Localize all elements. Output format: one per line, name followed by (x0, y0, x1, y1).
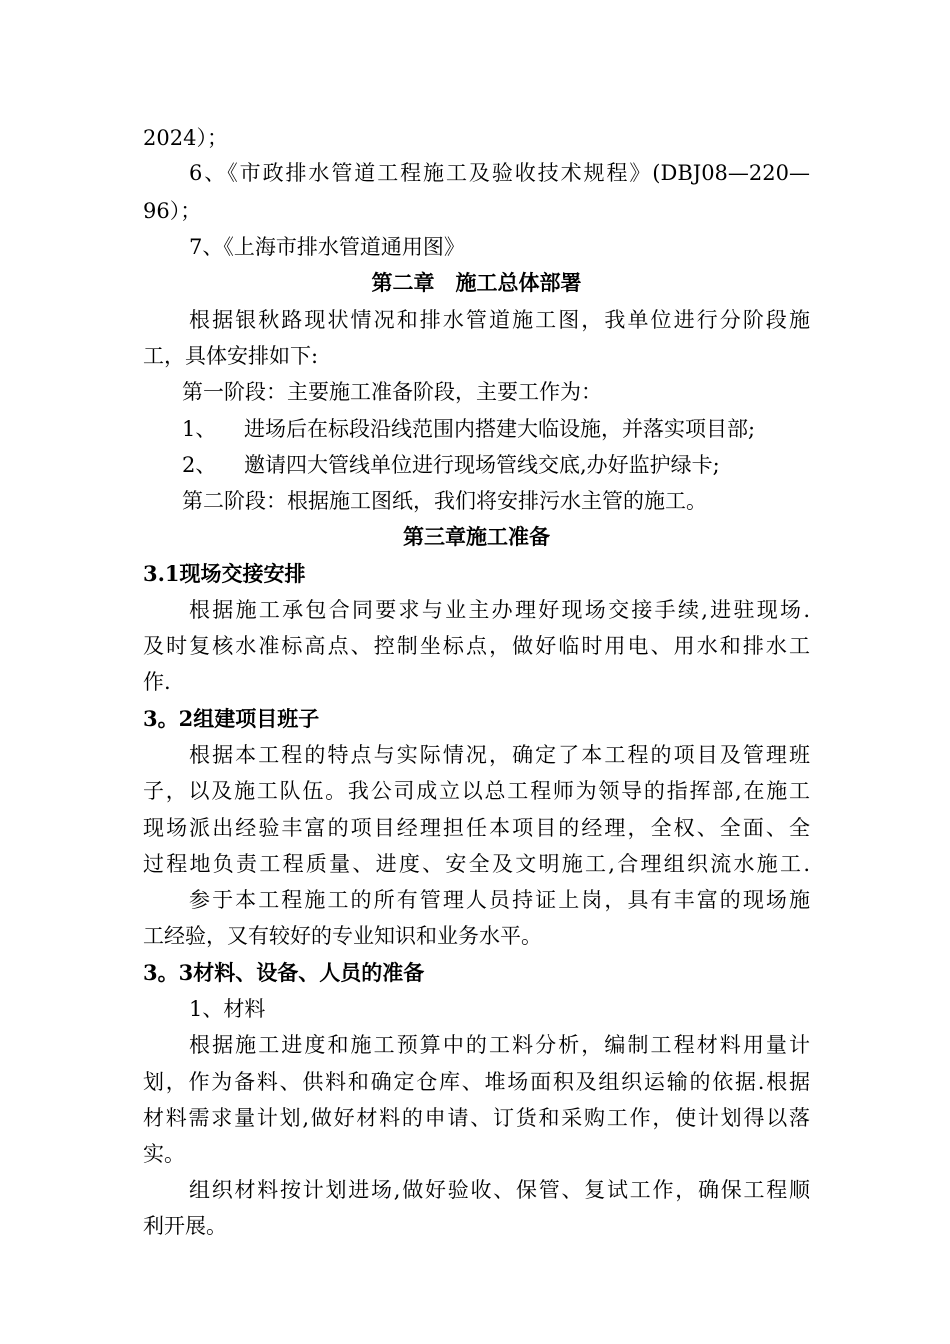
list-item-number: 1、 (182, 417, 217, 441)
text-line: 6、《市政排水管道工程施工及验收技术规程》(DBJ08—220— (189, 161, 810, 185)
list-item-number: 2、 (182, 453, 217, 477)
text-line: 利开展。 (143, 1214, 227, 1238)
text-line: 7、《上海市排水管道通用图》 (189, 235, 465, 259)
text-line: 现场派出经验丰富的项目经理担任本项目的经理，全权、全面、全 (143, 816, 810, 840)
text-line: 及时复核水准标高点、控制坐标点，做好临时用电、用水和排水工 (143, 634, 810, 658)
text-line: 参于本工程施工的所有管理人员持证上岗，具有丰富的现场施 (189, 888, 810, 912)
text-line: 组织材料按计划进场,做好验收、保管、复试工作，确保工程顺 (189, 1178, 810, 1202)
list-item (182, 411, 810, 447)
section-heading-3-2: 3。2组建项目班子 (143, 706, 320, 731)
list-item-text: 邀请四大管线单位进行现场管线交底,办好监护绿卡; (244, 453, 720, 477)
text-line: 1、材料 (189, 997, 266, 1021)
text-line: 2024）； (143, 126, 228, 150)
section-heading-3-1: 3.1现场交接安排 (143, 561, 306, 586)
text-line: 划，作为备料、供料和确定仓库、堆场面积及组织运输的依据.根据 (143, 1070, 810, 1094)
text-line: 实。 (143, 1142, 185, 1166)
text-line: 根据施工承包合同要求与业主办理好现场交接手续,进驻现场. (189, 598, 810, 622)
section-heading-3-3: 3。3材料、设备、人员的准备 (143, 960, 425, 985)
text-line: 根据本工程的特点与实际情况，确定了本工程的项目及管理班 (189, 743, 810, 767)
text-line: 第一阶段：主要施工准备阶段，主要工作为： (182, 380, 602, 404)
text-line: 第二阶段：根据施工图纸，我们将安排污水主管的施工。 (182, 489, 707, 513)
text-line: 96）； (143, 199, 202, 223)
text-line: 工经验，又有较好的专业知识和业务水平。 (143, 924, 542, 948)
text-line: 材料需求量计划,做好材料的申请、订货和采购工作，使计划得以落 (143, 1106, 810, 1130)
list-item-text: 进场后在标段沿线范围内搭建大临设施，并落实项目部; (244, 417, 756, 441)
text-line: 工，具体安排如下: (143, 344, 319, 368)
text-line: 根据施工进度和施工预算中的工料分析，编制工程材料用量计 (189, 1033, 810, 1057)
text-line: 根据银秋路现状情况和排水管道施工图，我单位进行分阶段施 (189, 308, 810, 332)
text-line: 作. (143, 670, 171, 694)
text-line: 子，以及施工队伍。我公司成立以总工程师为领导的指挥部,在施工 (143, 779, 810, 803)
text-line: 过程地负责工程质量、进度、安全及文明施工,合理组织流水施工. (143, 852, 810, 876)
chapter-2-title: 第二章 施工总体部署 (371, 270, 582, 295)
chapter-3-title: 第三章施工准备 (403, 524, 550, 549)
list-item (182, 447, 810, 483)
